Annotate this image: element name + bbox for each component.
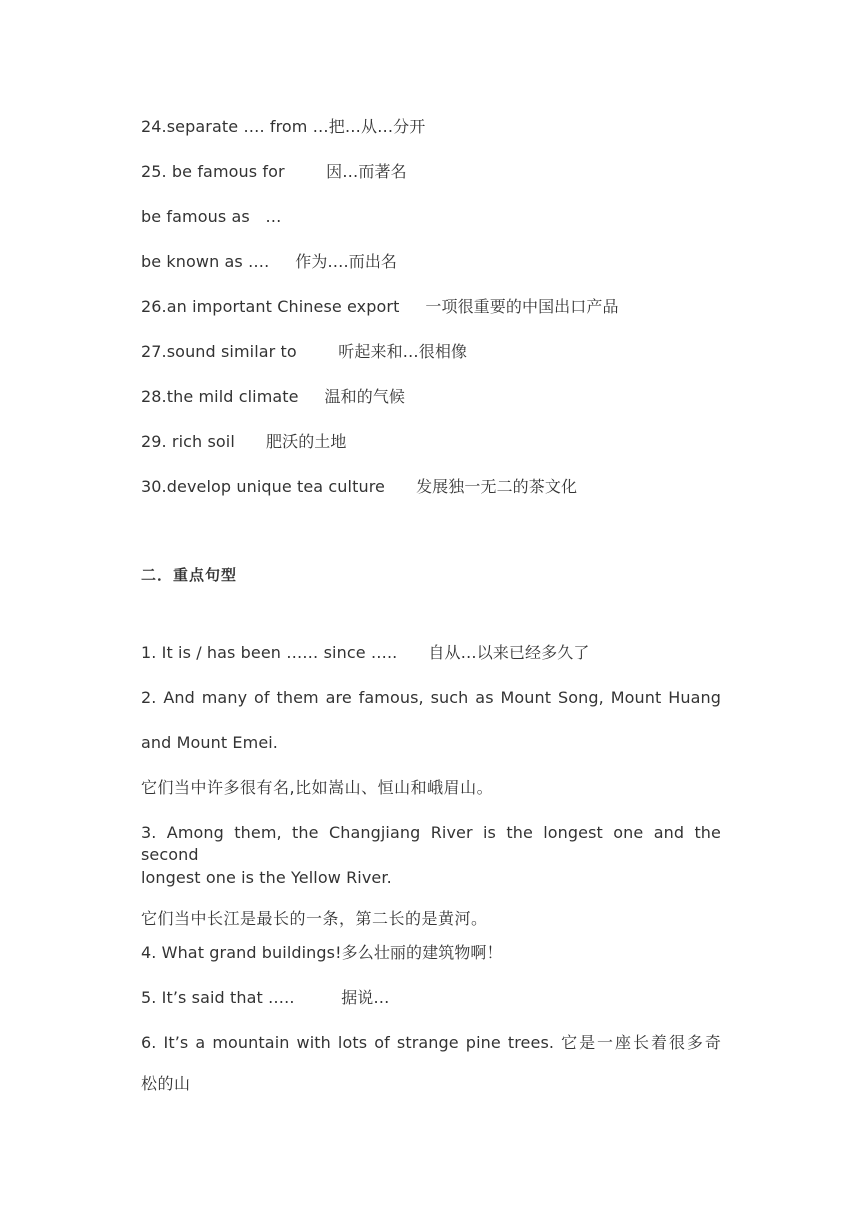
vocab-item-25-known-as: be known as …. 作为….而出名 bbox=[141, 252, 398, 271]
sentence-1: 1. It is / has been …… since ….. 自从…以来已经多久了 bbox=[141, 643, 590, 662]
vocab-item-24: 24.separate …. from …把…从…分开 bbox=[141, 117, 426, 136]
vocab-item-29: 29. rich soil 肥沃的土地 bbox=[141, 432, 347, 451]
sentence-4: 4. What grand buildings!多么壮丽的建筑物啊！ bbox=[141, 943, 503, 962]
sentence-5: 5. It’s said that ….. 据说… bbox=[141, 988, 390, 1007]
vocab-item-30: 30.develop unique tea culture 发展独一无二的茶文化 bbox=[141, 477, 578, 496]
sentence-3-line-1: 3. Among them, the Changjiang River is the longest one and the second bbox=[141, 823, 721, 864]
vocab-item-27: 27.sound similar to 听起来和…很相像 bbox=[141, 342, 468, 361]
sentence-2-line-1: 2. And many of them are famous, such as Mount Song, Mount Huang bbox=[141, 688, 721, 707]
sentence-6-line-1: 6. It’s a mountain with lots of strange pine trees. 它是一座长着很多奇 bbox=[141, 1033, 721, 1052]
section-heading: 二．重点句型 bbox=[141, 566, 238, 584]
vocab-item-25-famous-as: be famous as … bbox=[141, 207, 282, 226]
sentence-3-translation: 它们当中长江是最长的一条，第二长的是黄河。 bbox=[141, 909, 488, 928]
vocab-item-26: 26.an important Chinese export 一项很重要的中国出口产品 bbox=[141, 297, 619, 316]
sentence-2-translation: 它们当中许多很有名,比如嵩山、恒山和峨眉山。 bbox=[141, 778, 494, 797]
vocab-item-25: 25. be famous for 因…而著名 bbox=[141, 162, 407, 181]
sentence-3-line-2: longest one is the Yellow River. bbox=[141, 868, 392, 887]
sentence-6-line-2: 松的山 bbox=[141, 1074, 191, 1093]
vocab-item-28: 28.the mild climate 温和的气候 bbox=[141, 387, 406, 406]
sentence-2-line-2: and Mount Emei. bbox=[141, 733, 278, 752]
